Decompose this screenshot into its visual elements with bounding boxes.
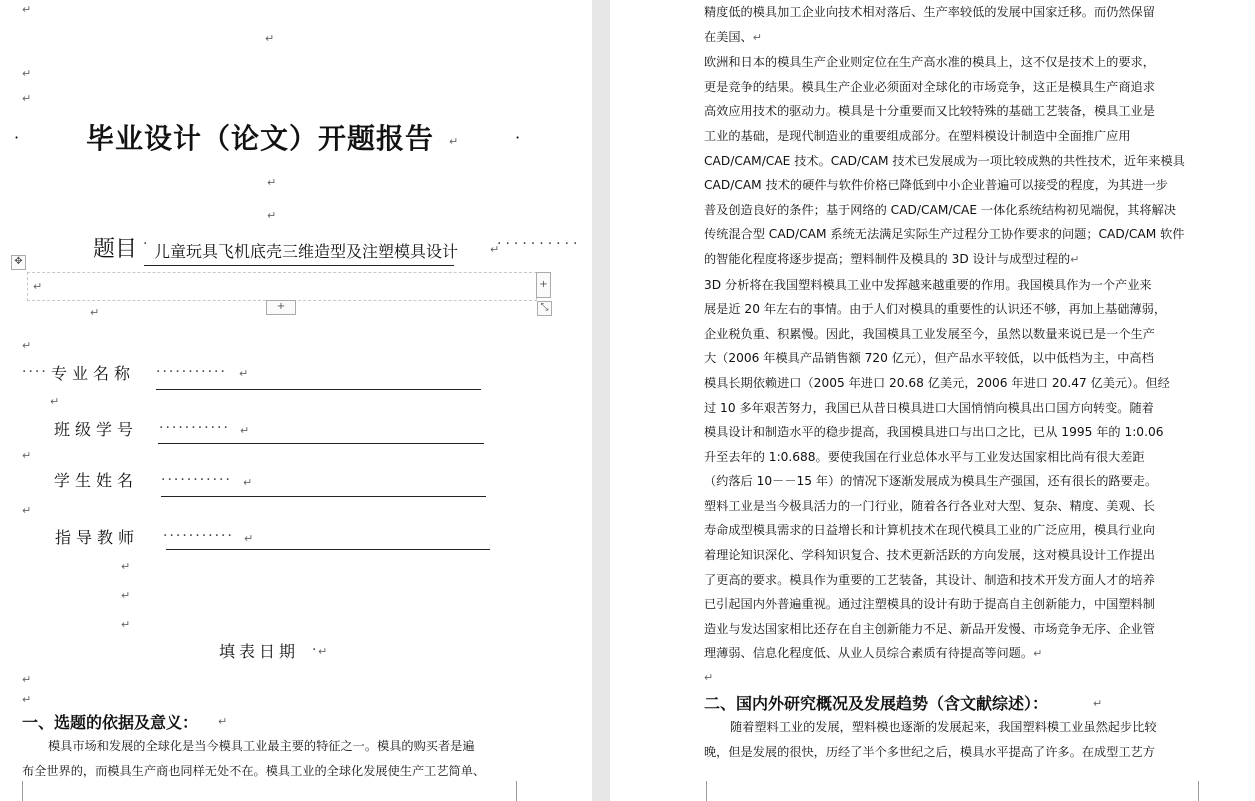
text-line: （约落后 10－－15 年）的情况下逐渐发展成为模具生产强国，还有很长的路要走。: [704, 474, 1158, 489]
paragraph-mark: ↵: [22, 67, 32, 80]
text-line: 模具长期依赖进口（2005 年进口 20.68 亿美元，2006 年进口 20.47 亿美元）。但经: [704, 375, 1170, 390]
text-line: 3D 分析将在我国塑料模具工业中发挥越来越重要的作用。我国模具作为一个产业来: [704, 277, 1152, 292]
paragraph-mark: ↵: [267, 209, 277, 222]
page-corner-mark: [1198, 781, 1219, 801]
paragraph-mark: ↵: [240, 424, 250, 437]
add-row-button[interactable]: +: [266, 300, 296, 315]
text-line: 过 10 多年艰苦努力，我国已从昔日模具进口大国悄悄向模具出口国方向转变。随着: [704, 400, 1154, 415]
text-line: 寿命成型模具需求的日益增长和计算机技术在现代模具工业的广泛应用，模具行业向: [704, 523, 1155, 538]
dot-leader: ·: [143, 236, 148, 252]
paragraph-mark: ↵: [318, 645, 328, 658]
page-corner-mark: [516, 781, 537, 801]
field-label-class-id: 班级学号: [54, 420, 139, 439]
text-line: 了更高的要求。模具作为重要的工艺装备，其设计、制造和技术开发方面人才的培养: [704, 572, 1155, 587]
table-resize-handle-icon[interactable]: ⤡: [537, 301, 552, 316]
topic-value[interactable]: 儿童玩具飞机底壳三维造型及注塑模具设计: [154, 242, 459, 261]
text-line: 大（2006 年模具产品销售额 720 亿元），但产品水平较低，以中低档为主，中高档: [704, 351, 1154, 366]
text-line: 企业税负重、积累慢。因此，我国模具工业发展至今，虽然以数量来说已是一个生产: [704, 326, 1155, 341]
dot-leader: ···········: [163, 528, 234, 544]
paragraph-mark: ↵: [243, 476, 253, 489]
topic-underline: [144, 265, 454, 266]
continued-body-text: [704, 0, 1204, 667]
dot-leader: ·: [312, 642, 317, 658]
text-line: 理薄弱、信息化程度低、从业人员综合素质有待提高等问题。↵: [704, 646, 1043, 661]
section-1-body: [22, 734, 516, 783]
field-underline-class-id[interactable]: [158, 443, 484, 444]
text-line: CAD/CAM/CAE 技术。CAD/CAM 技术已发展成为一项比较成熟的共性技术，近年来模具: [704, 153, 1185, 168]
dot-leader: ···········: [156, 364, 227, 380]
paragraph-mark: ↵: [267, 176, 277, 189]
field-label-advisor: 指导教师: [55, 528, 140, 547]
text-line: 塑料工业是当今极具活力的一门行业，随着各行各业对大型、复杂、精度、美观、长: [704, 498, 1155, 513]
paragraph-mark: ↵: [90, 306, 100, 319]
page-corner-mark: [2, 781, 23, 801]
text-line: CAD/CAM 技术的硬件与软件价格已降低到中小企业普遍可以接受的程度，为其进一步: [704, 178, 1168, 193]
text-line: 高效应用技术的驱动力。模具是十分重要而又比较特殊的基础工艺装备，模具工业是: [704, 104, 1155, 119]
text-line: 工业的基础，是现代制造业的重要组成部分。在塑料模设计制造中全面推广应用: [704, 128, 1131, 143]
paragraph-mark: ↵: [22, 339, 32, 352]
field-underline-major[interactable]: [156, 389, 481, 390]
section-heading-2: 二、国内外研究概况及发展趋势（含文献综述）：: [704, 694, 1049, 713]
section-2-body: [704, 715, 1204, 764]
paragraph-mark: ↵: [50, 395, 60, 408]
section-heading-1: 一、选题的依据及意义：: [22, 713, 199, 732]
document-page-left[interactable]: [0, 0, 592, 801]
report-title: 毕业设计（论文）开题报告: [86, 122, 435, 155]
field-label-student-name: 学生姓名: [54, 471, 139, 490]
paragraph-mark: ↵: [1093, 697, 1103, 710]
text-line: 更是竞争的结果。模具生产企业必须面对全球化的市场竞争，这正是模具生产商追求: [704, 79, 1155, 94]
text-line: 欧洲和日本的模具生产企业则定位在生产高水准的模具上，这不仅是技术上的要求，: [704, 55, 1155, 70]
dot-leader: ····: [22, 364, 48, 380]
paragraph-mark: ↵: [244, 532, 254, 545]
table-cell[interactable]: [27, 272, 537, 301]
page-corner-mark: [686, 781, 707, 801]
paragraph-mark: ↵: [22, 693, 32, 706]
field-underline-student-name[interactable]: [161, 496, 486, 497]
text-line: 精度低的模具加工企业向技术相对落后、生产率较低的发展中国家迁移。而仍然保留: [704, 5, 1155, 19]
paragraph-mark: ↵: [704, 671, 714, 684]
paragraph-mark: ↵: [121, 589, 131, 602]
paragraph-mark: ↵: [121, 618, 131, 631]
text-line: 已引起国内外普遍重视。通过注塑模具的设计有助于提高自主创新能力，中国塑料制: [704, 597, 1155, 612]
text-line: 随着塑料工业的发展，塑料模也逐渐的发展起来，我国塑料模工业虽然起步比较: [730, 720, 1157, 734]
text-line: 着理论知识深化、学科知识复合、技术更新活跃的方向发展，这对模具设计工作提出: [704, 548, 1155, 563]
dot-leader: ··········: [497, 236, 582, 252]
text-line: 模具设计和制造水平的稳步提高，我国模具进口与出口之比，已从 1995 年的 1:0.06: [704, 425, 1164, 440]
paragraph-mark: ↵: [490, 243, 500, 256]
field-label-major: 专业名称: [51, 364, 136, 383]
paragraph-mark: ↵: [121, 560, 131, 573]
field-underline-advisor[interactable]: [166, 549, 490, 550]
paragraph-mark: ↵: [265, 32, 275, 45]
dot-leader: ···········: [161, 472, 232, 488]
topic-label: 题目: [93, 237, 138, 262]
paragraph-mark: ↵: [22, 92, 32, 105]
text-line: 展是近 20 年左右的事情。由于人们对模具的重要性的认识还不够，再加上基础薄弱，: [704, 302, 1167, 317]
text-line: 晚，但是发展的很快，历经了半个多世纪之后，模具水平提高了许多。在成型工艺方: [704, 744, 1155, 759]
text-line: 的智能化程度将逐步提高；塑料制件及模具的 3D 设计与成型过程的↵: [704, 251, 1080, 266]
paragraph-mark: ↵: [22, 504, 32, 517]
text-line: 造业与发达国家相比还存在自主创新能力不足、新品开发慢、市场竞争无序、企业管: [704, 621, 1155, 636]
paragraph-mark: ↵: [449, 135, 459, 148]
paragraph-mark: ↵: [22, 3, 32, 16]
add-column-button[interactable]: +: [536, 272, 551, 298]
text-line: 升至去年的 1:0.688。要使我国在行业总体水平与工业发达国家相比尚有很大差距: [704, 449, 1145, 464]
bullet-dot: ·: [14, 128, 20, 147]
text-line: 布全世界的，而模具生产商也同样无处不在。模具工业的全球化发展使生产工艺简单、: [22, 763, 486, 778]
paragraph-mark: ↵: [22, 673, 32, 686]
fill-date-label: 填表日期: [219, 642, 300, 661]
text-line: 模具市场和发展的全球化是当今模具工业最主要的特征之一。模具的购买者是遍: [48, 739, 475, 753]
paragraph-mark: ↵: [22, 449, 32, 462]
text-line: 在美国、↵: [704, 29, 762, 44]
paragraph-mark: ↵: [218, 715, 228, 728]
bullet-dot: ·: [515, 128, 521, 147]
table-move-handle-icon[interactable]: ✥: [11, 255, 26, 270]
text-line: 普及创造良好的条件；基于网络的 CAD/CAM/CAE 一体化系统结构初见端倪，其将解决: [704, 202, 1176, 217]
paragraph-mark: ↵: [239, 367, 249, 380]
document-page-right[interactable]: [610, 0, 1255, 801]
text-line: 传统混合型 CAD/CAM 系统无法满足实际生产过程分工协作要求的问题；CAD/CAM 软件: [704, 227, 1185, 242]
dot-leader: ···········: [159, 420, 230, 436]
paragraph-mark: ↵: [33, 280, 43, 293]
